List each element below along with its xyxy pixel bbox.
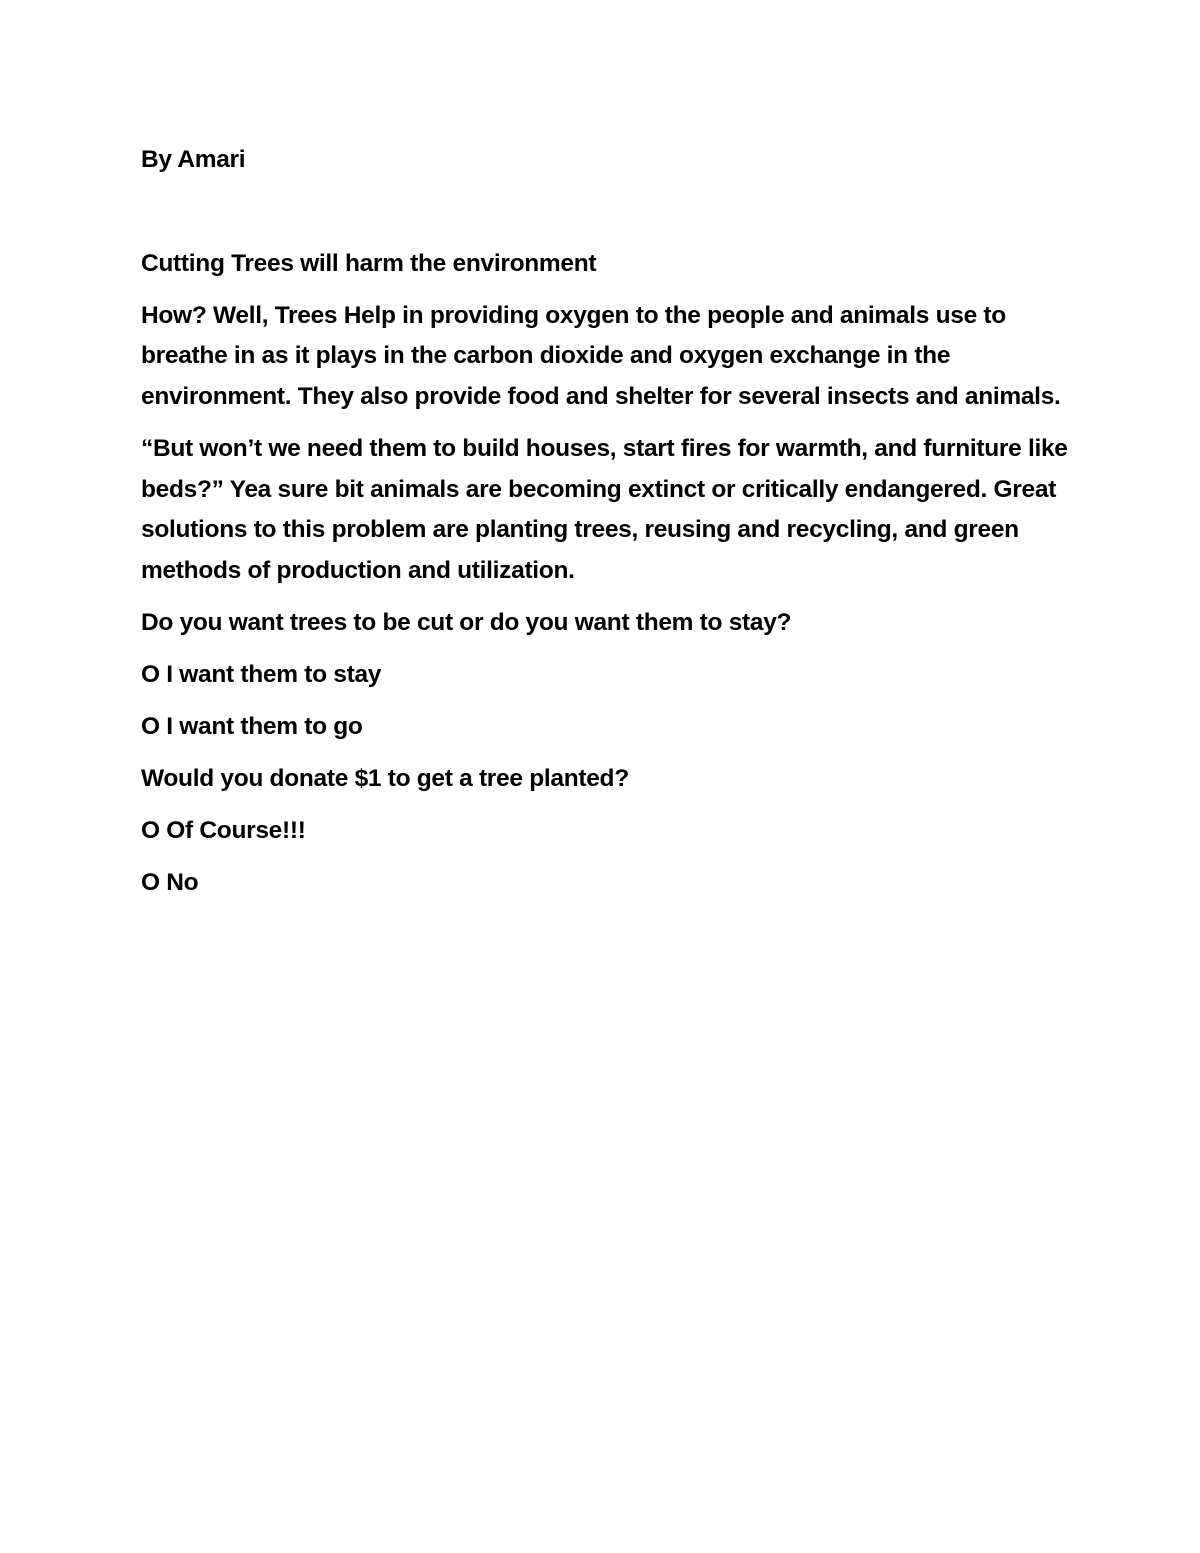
paragraph-counterargument: “But won’t we need them to build houses, start fires for warmth, and furniture like beds?” Yea sure bit animals are becoming extinct or critically endangered. Great solutions to this problem are planting trees, reusing and recycling, and green methods of production and utilization. — [141, 434, 1068, 584]
author-line: By Amari — [141, 146, 246, 173]
paragraph-oxygen: How? Well, Trees Help in providing oxygen to the people and animals use to breathe in as it plays in the carbon dioxide and oxygen exchange in the environment. They also provide food and shelter for several insects and animals. — [141, 301, 1061, 410]
document-body — [141, 140, 1081, 915]
question-donate: Would you donate $1 to get a tree planted? — [141, 765, 629, 793]
document-title: Cutting Trees will harm the environment — [141, 249, 597, 277]
option-of-course: O Of Course!!! — [141, 817, 306, 845]
option-go: O I want them to go — [141, 713, 363, 741]
option-no: O No — [141, 869, 199, 897]
question-cut-or-stay: Do you want trees to be cut or do you want them to stay? — [141, 608, 792, 636]
option-stay: O I want them to stay — [141, 660, 382, 688]
